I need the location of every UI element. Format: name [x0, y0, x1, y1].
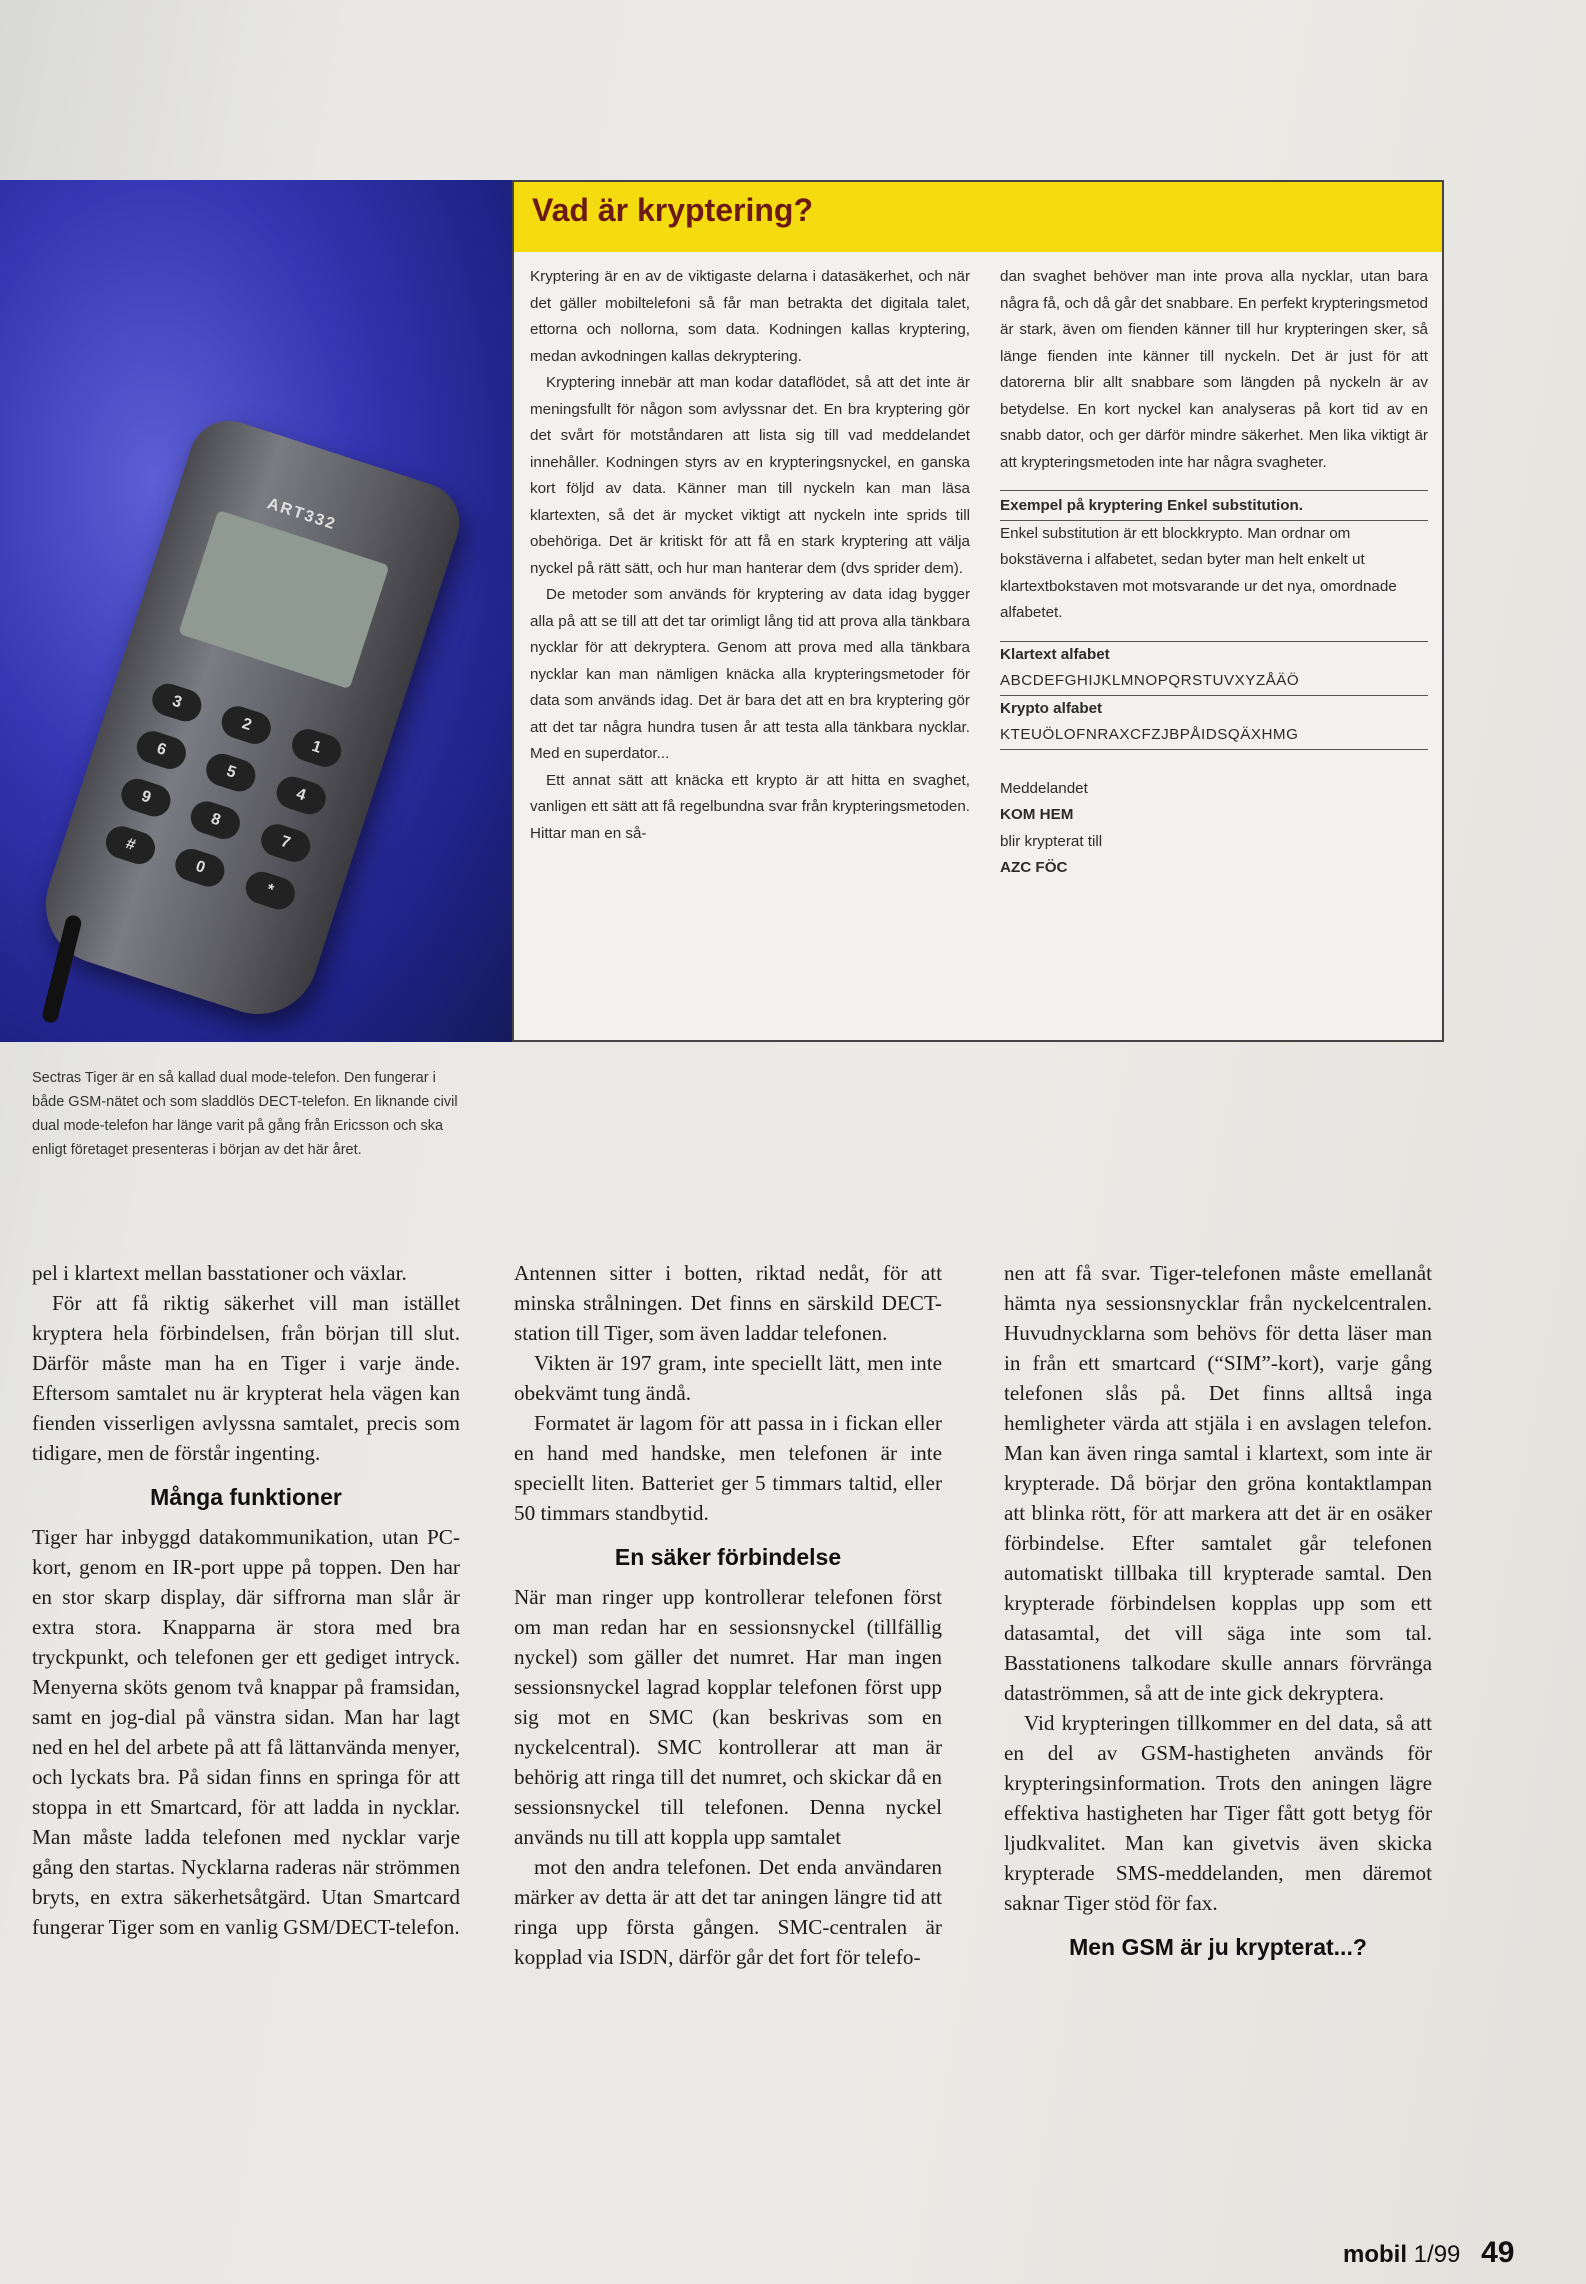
sidebar-paragraph: De metoder som används för kryptering av data idag bygger alla på att se till att det tar orimligt lång tid att prova alla tänkbara nycklar för att dekryptera. Genom att prova med alla tänkbara nycklar kan man nämligen knäcka alla krypteringsmetoder för data som används idag. Det är bara det att en bra kryptering gör att det tar några hundra tusen år att testa alla tänkbara nycklar. Med en superdator...	[530, 586, 970, 762]
article-paragraph: Formatet är lagom för att passa in i fickan eller en hand med handske, men telefonen är inte speciellt liten. Batteriet ger 5 timmars taltid, eller 50 timmars standbytid.	[514, 1411, 942, 1525]
example-heading: Exempel på kryptering Enkel substitution.	[1000, 490, 1428, 521]
article-paragraph: nen att få svar. Tiger-telefonen måste emellanåt hämta nya sessionsnycklar från nyckelcentralen. Huvudnycklarna som behövs för detta läser man in från ett smartcard (“SIM”-kort), varje gång telefonen slås på. Det finns alltså inga hemligheter värda att stjäla i en avslagen telefon. Man kan även ringa samtal i klartext, som inte är krypterade. Då börjar den gröna kontaktlampan att blinka rött, för att markera att det är en osäker förbindelse. Efter samtalet går telefonen automatiskt tillbaka till krypterade samtal. Den krypterade förbindelsen kopplas upp som ett datasamtal, det vill säga inte som tal. Basstationens talkodare skulle annars förvränga dataströmmen, så att de inte gick dekryptera.	[1004, 1261, 1432, 1705]
phone-brand: ART332	[265, 495, 339, 534]
page-footer	[1343, 2236, 1514, 2270]
article-paragraph: mot den andra telefonen. Det enda användaren märker av detta är att det tar aningen längre tid att ringa upp första gången. SMC-centralen är kopplad via ISDN, därför går det fort för telefo-	[514, 1855, 942, 1969]
sidebar-paragraph: dan svaghet behöver man inte prova alla nycklar, utan bara några få, och då går det snabbare. En perfekt krypteringsmetod är stark, även om fienden känner till hur krypteringen sker, så länge fienden inte känner till nyckeln. Det är just för att datorerna blir allt snabbare som längden på nyckeln är av betydelse. En kort nyckel kan analyseras på kort tid av en snabb dator, och ger därför mindre säkerhet. Men lika viktigt är att krypteringsmetoden inte har några svagheter.	[1000, 268, 1428, 471]
message-ciphertext: AZC FÖC	[1000, 859, 1068, 876]
page-number: 49	[1481, 2236, 1515, 2269]
phone-antenna	[41, 914, 83, 1025]
issue-number: 1/99	[1413, 2241, 1461, 2268]
phone-keypad	[102, 680, 348, 915]
magazine-name: mobil	[1343, 2241, 1407, 2268]
example-text: Enkel substitution är ett blockkrypto. Man ordnar om bokstäverna i alfabetet, sedan byter man helt enkelt ut klartextbokstaven mot motsvarande ur det nya, omordnade alfabetet.	[1000, 524, 1397, 621]
section-heading: Men GSM är ju krypterat...?	[1069, 1934, 1367, 1960]
phone-key: #	[102, 822, 159, 868]
article-paragraph: Vid krypteringen tillkommer en del data, så att en del av GSM-hastigheten används för krypteringsinformation. Trots den aningen lägre effektiva hastigheten har Tiger fått gott betyg för ljudkvalitet. Man kan givetvis även skicka krypterade SMS-meddelanden, men däremot saknar Tiger stöd för fax.	[1004, 1711, 1432, 1915]
message-plaintext: KOM HEM	[1000, 806, 1074, 823]
sidebar-column-1	[530, 264, 970, 847]
phone-key: 9	[117, 775, 174, 821]
phone-key: 5	[202, 750, 259, 796]
sidebar-title: Vad är kryptering?	[514, 182, 1442, 252]
article-paragraph: Antennen sitter i botten, riktad nedåt, för att minska strålningen. Det finns en särskild DECT-station till Tiger, som även laddar telefonen.	[514, 1261, 942, 1345]
article-column-1	[32, 1258, 460, 1942]
phone-key: 3	[148, 680, 205, 726]
article-paragraph: När man ringer upp kontrollerar telefonen först om man redan har en sessionsnyckel (tillfällig nyckel) som gäller det numret. Har man ingen sessionsnyckel lagrad kopplar telefonen först upp sig mot en SMC (kan beskrivas som en nyckelcentral). SMC kontrollerar att man är behörig att ringa till det numret, och skickar då en sessionsnyckel till telefonen. Denna nyckel används nu till att koppla upp samtalet	[514, 1585, 942, 1849]
message-transition: blir krypterat till	[1000, 832, 1103, 850]
phone-key: 4	[272, 772, 329, 818]
sidebar-paragraph: Kryptering innebär att man kodar dataflödet, så att det inte är meningsfullt för någon som avlyssnar det. En bra kryptering gör det svårt för motståndaren att lista sig till vad meddelandet innehåller. Kodningen styrs av en krypteringsnyckel, en ganska kort följd av data. Känner man till nyckeln kan man läsa klartexten, så det är mycket viktigt att nyckeln inte sprids till obehöriga. Det är kritiskt för att få en stark kryptering att välja nyckel på rätt sätt, och hur man hanterar dem (dvs sprider dem).	[530, 374, 970, 577]
sidebar-box	[512, 180, 1444, 1042]
phone-key: 8	[187, 797, 244, 843]
phone-key: 1	[288, 725, 345, 771]
section-heading: Många funktioner	[150, 1484, 342, 1510]
phone-photo	[0, 180, 514, 1042]
photo-caption: Sectras Tiger är en så kallad dual mode-telefon. Den fungerar i både GSM-nätet och som sladdlös DECT-telefon. En liknande civil dual mode-telefon har länge varit på gång från Ericsson och ska enligt företaget presenteras i början av det här året.	[32, 1070, 458, 1158]
article-column-3	[1004, 1258, 1432, 1972]
sidebar-column-2	[1000, 264, 1428, 882]
klartext-alphabet: ABCDEFGHIJKLMNOPQRSTUVXYZÅÄÖ	[1000, 668, 1428, 696]
article-paragraph: För att få riktig säkerhet vill man istället kryptera hela förbindelsen, från början till slut. Därför måste man ha en Tiger i varje ände. Eftersom samtalet nu är krypterat hela vägen kan fienden visserligen avlyssna samtalet, precis som tidigare, men de förstår ingenting.	[32, 1291, 460, 1465]
article-paragraph: Vikten är 197 gram, inte speciellt lätt, men inte obekvämt tung ändå.	[514, 1351, 942, 1405]
phone-key: 6	[133, 727, 190, 773]
section-heading: En säker förbindelse	[614, 1544, 842, 1570]
phone-key: 0	[171, 845, 228, 891]
phone-key: 7	[257, 820, 314, 866]
article-paragraph: Tiger har inbyggd datakommunikation, utan PC-kort, genom en IR-port uppe på toppen. Den har en stor skarp display, där siffrorna man slår är extra stora. Knapparna är stora med bra tryckpunkt, och telefonen ger ett gediget intryck. Menyerna sköts genom två knappar på framsidan, samt en jog-dial på vänstra sidan. Man har lagt ned en hel del arbete på att få lättanvända menyer, och lyckats bra. På sidan finns en springa för att stoppa in ett Smartcard, för att ladda in nycklar. Man måste ladda telefonen med nycklar varje gång den startas. Nycklarna raderas när strömmen bryts, en extra säkerhetsåtgärd. Utan Smartcard fungerar Tiger som en vanlig GSM/DECT-telefon.	[32, 1525, 460, 1939]
krypto-label: Krypto alfabet	[1000, 699, 1103, 717]
article-paragraph: pel i klartext mellan basstationer och växlar.	[32, 1261, 407, 1285]
phone-screen	[178, 510, 389, 689]
klartext-label: Klartext alfabet	[1000, 645, 1110, 663]
message-label: Meddelandet	[1000, 779, 1088, 797]
sidebar-paragraph: Ett annat sätt att knäcka ett krypto är att hitta en svaghet, vanligen ett sätt att få regelbundna svar från krypteringsmetoden. Hittar man en så-	[530, 771, 970, 842]
krypto-alphabet: KTEUÖLOFNRAXCFZJBPÅIDSQÄXHMG	[1000, 722, 1428, 750]
phone-image	[30, 410, 469, 1029]
article-column-2	[514, 1258, 942, 1972]
phone-key: *	[241, 868, 298, 914]
phone-key: 2	[218, 702, 275, 748]
sidebar-paragraph: Kryptering är en av de viktigaste delarna i datasäkerhet, och när det gäller mobiltelefoni så får man betrakta det digitala talet, ettorna och nollorna, som data. Kodningen kallas kryptering, medan avkodningen kallas dekryptering.	[530, 268, 970, 365]
